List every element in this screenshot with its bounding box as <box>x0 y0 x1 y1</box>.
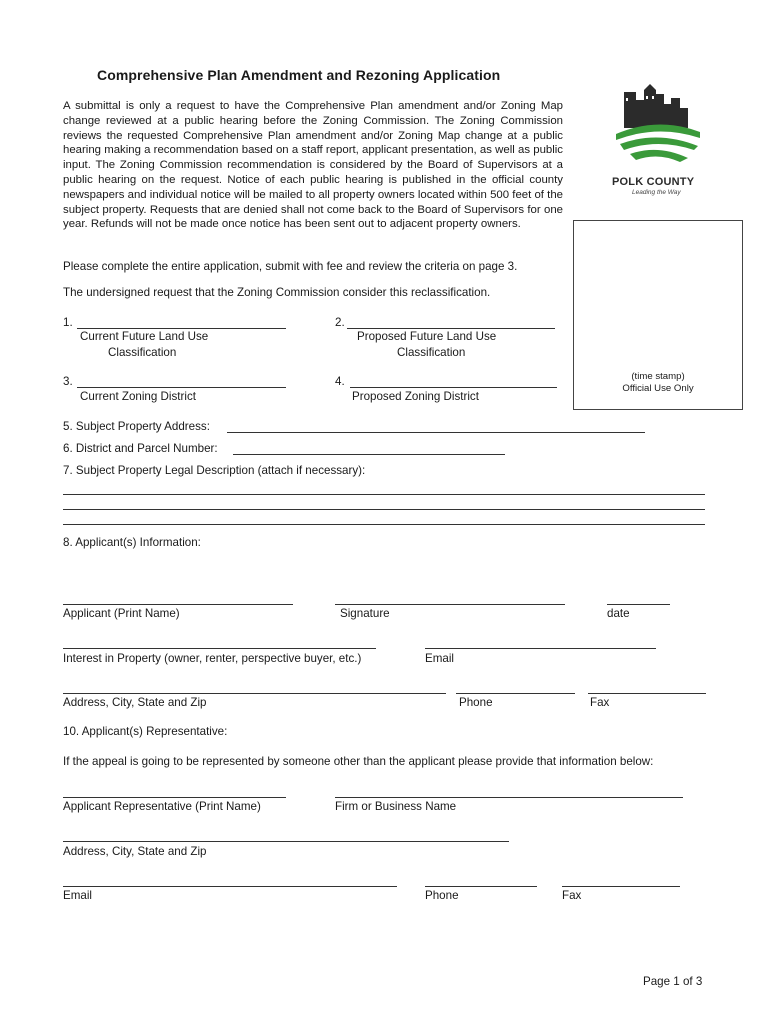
proposed-future-land-use-label-2: Classification <box>397 346 466 359</box>
representative-phone-input[interactable] <box>425 886 537 887</box>
current-future-land-use-label-2: Classification <box>108 346 177 359</box>
field-2-number: 2. <box>335 316 345 329</box>
interest-in-property-label: Interest in Property (owner, renter, perspective buyer, etc.) <box>63 652 362 665</box>
applicant-print-name-label: Applicant (Print Name) <box>63 607 180 620</box>
logo-name: POLK COUNTY <box>612 176 695 188</box>
current-future-land-use-input[interactable] <box>77 328 286 329</box>
applicant-phone-label: Phone <box>459 696 493 709</box>
current-zoning-district-label: Current Zoning District <box>80 390 196 403</box>
representative-note: If the appeal is going to be represented by someone other than the applicant please provide that information below: <box>63 755 654 768</box>
legal-description-line-3[interactable] <box>63 524 705 525</box>
applicant-address-input[interactable] <box>63 693 446 694</box>
interest-in-property-input[interactable] <box>63 648 376 649</box>
district-parcel-number-label: 6. District and Parcel Number: <box>63 442 218 455</box>
applicant-email-input[interactable] <box>425 648 656 649</box>
representative-firm-input[interactable] <box>335 797 683 798</box>
applicant-signature-label: Signature <box>340 607 390 620</box>
representative-email-label: Email <box>63 889 92 902</box>
current-zoning-district-input[interactable] <box>77 387 286 388</box>
representative-firm-label: Firm or Business Name <box>335 800 457 813</box>
applicant-date-input[interactable] <box>607 604 670 605</box>
polk-county-logo <box>608 78 708 198</box>
applicant-address-label: Address, City, State and Zip <box>63 696 207 709</box>
proposed-future-land-use-input[interactable] <box>347 328 555 329</box>
current-future-land-use-label: Current Future Land Use <box>80 330 209 343</box>
proposed-zoning-district-label: Proposed Zoning District <box>352 390 479 403</box>
applicant-phone-input[interactable] <box>456 693 575 694</box>
subject-property-address-label: 5. Subject Property Address: <box>63 420 210 433</box>
representative-address-input[interactable] <box>63 841 509 842</box>
representative-fax-label: Fax <box>562 889 582 902</box>
legal-description-label: 7. Subject Property Legal Description (attach if necessary): <box>63 464 366 477</box>
representative-print-name-label: Applicant Representative (Print Name) <box>63 800 261 813</box>
representative-email-input[interactable] <box>63 886 397 887</box>
legal-description-line-1[interactable] <box>63 494 705 495</box>
representative-heading: 10. Applicant(s) Representative: <box>63 725 228 738</box>
applicant-information-heading: 8. Applicant(s) Information: <box>63 536 201 549</box>
request-text: The undersigned request that the Zoning Commission consider this reclassification. <box>63 286 491 299</box>
proposed-zoning-district-input[interactable] <box>350 387 557 388</box>
time-stamp-box <box>573 220 743 410</box>
representative-address-label: Address, City, State and Zip <box>63 845 207 858</box>
intro-paragraph: A submittal is only a request to have the Comprehensive Plan amendment and/or Zoning Map change reviewed at a public hearing before the Zoning Commission. The Zoning Commission reviews the requested Comprehensive Plan amendment and/or Zoning Map change at a public hearing making a recommendation based on a staff report, applicant presentation, as well as public input. The Zoning Commission recommendation is considered by the Board of Supervisors at a public hearing on the request. Notice of each public hearing is published in the official county newspapers and individual notice will be mailed to all property owners located within 500 feet of the subject property. Requests that are denied shall not come back to the Board of Supervisors for one year. Refunds will not be made once notice has been sent out to adjacent property owners. <box>63 100 563 231</box>
page-number: Page 1 of 3 <box>643 975 703 988</box>
skyline-logo-icon <box>608 78 708 168</box>
proposed-future-land-use-label: Proposed Future Land Use <box>357 330 497 343</box>
applicant-print-name-input[interactable] <box>63 604 293 605</box>
instruction-text: Please complete the entire application, submit with fee and review the criteria on page 3. <box>63 260 518 273</box>
representative-print-name-input[interactable] <box>63 797 286 798</box>
applicant-fax-label: Fax <box>590 696 610 709</box>
representative-fax-input[interactable] <box>562 886 680 887</box>
applicant-signature-input[interactable] <box>335 604 565 605</box>
district-parcel-number-input[interactable] <box>233 454 505 455</box>
field-1-number: 1. <box>63 316 73 329</box>
stamp-official-use: Official Use Only <box>622 383 694 394</box>
legal-description-line-2[interactable] <box>63 509 705 510</box>
subject-property-address-input[interactable] <box>227 432 645 433</box>
logo-tagline: Leading the Way <box>632 189 681 196</box>
applicant-date-label: date <box>607 607 630 620</box>
page-title: Comprehensive Plan Amendment and Rezoning Application <box>97 67 501 83</box>
representative-phone-label: Phone <box>425 889 459 902</box>
field-3-number: 3. <box>63 375 73 388</box>
applicant-fax-input[interactable] <box>588 693 706 694</box>
applicant-email-label: Email <box>425 652 454 665</box>
stamp-label: (time stamp) <box>631 371 685 382</box>
field-4-number: 4. <box>335 375 345 388</box>
